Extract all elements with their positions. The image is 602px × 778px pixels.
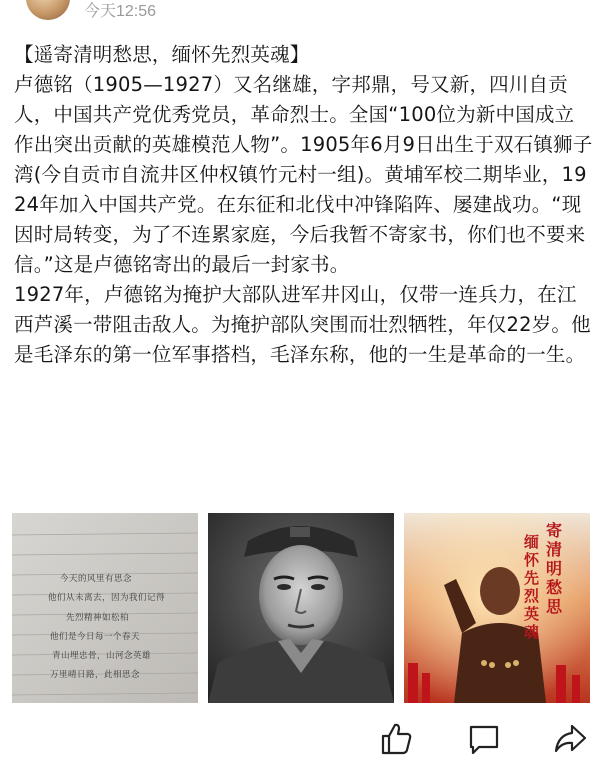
post-action-bar <box>0 715 602 765</box>
thumbs-up-icon <box>378 721 414 757</box>
handwriting-line: 先烈精神如松柏 <box>66 613 130 623</box>
avatar[interactable] <box>26 0 70 20</box>
portrait-photo-image[interactable] <box>208 513 394 703</box>
post-text <box>14 40 594 370</box>
memorial-poster-image[interactable] <box>404 513 590 703</box>
handwritten-letter-image[interactable] <box>12 513 198 703</box>
comment-icon <box>466 721 502 757</box>
post-paragraph: 1927年，卢德铭为掩护大部队进军井冈山，仅带一连兵力，在江西芦溪一带阻击敌人。为掩护部队突围而壮烈牺牲，年仅22岁。他是毛泽东的第一位军事搭档，毛泽东称，他的一生是革命的一生。 <box>14 283 591 366</box>
like-button[interactable] <box>378 721 414 757</box>
poster-text: 缅怀先烈英魂 <box>524 533 540 641</box>
image-grid <box>12 513 590 703</box>
handwriting-line: 青山埋忠骨，山河念英雄 <box>52 651 152 661</box>
post-header <box>0 0 602 28</box>
poster-text: 寄清明愁思 <box>546 521 563 616</box>
post-timestamp: 今天12:56 <box>84 3 157 20</box>
post-paragraph: 卢德铭（1905—1927）又名继雄，字邦鼎，号又新，四川自贡人，中国共产党优秀党员，革命烈士。全国“100位为新中国成立作出突出贡献的英雄模范人物”。1905年6月9日出生于双石镇狮子湾(今自贡市自流井区仲权镇竹元村一组)。黄埔军校二期毕业，1924年加入中国共产党。在东征和北伐中冲锋陷阵、屡建战功。“现因时局转变，为了不连累家庭，今后我暂不寄家书，你们也不要来信。”这是卢德铭寄出的最后一封家书。 <box>14 73 593 276</box>
post-title: 【遥寄清明愁思，缅怀先烈英魂】 <box>14 43 310 66</box>
handwriting-line: 他们是今日每一个春天 <box>50 632 141 642</box>
handwriting-line: 他们从未离去，因为我们记得 <box>48 593 166 603</box>
share-button[interactable] <box>552 721 588 757</box>
share-icon <box>552 721 588 757</box>
handwriting-line: 万里晴日路，此相思念 <box>50 670 141 680</box>
handwriting-line: 今天的风里有思念 <box>60 574 133 584</box>
comment-button[interactable] <box>466 721 502 757</box>
